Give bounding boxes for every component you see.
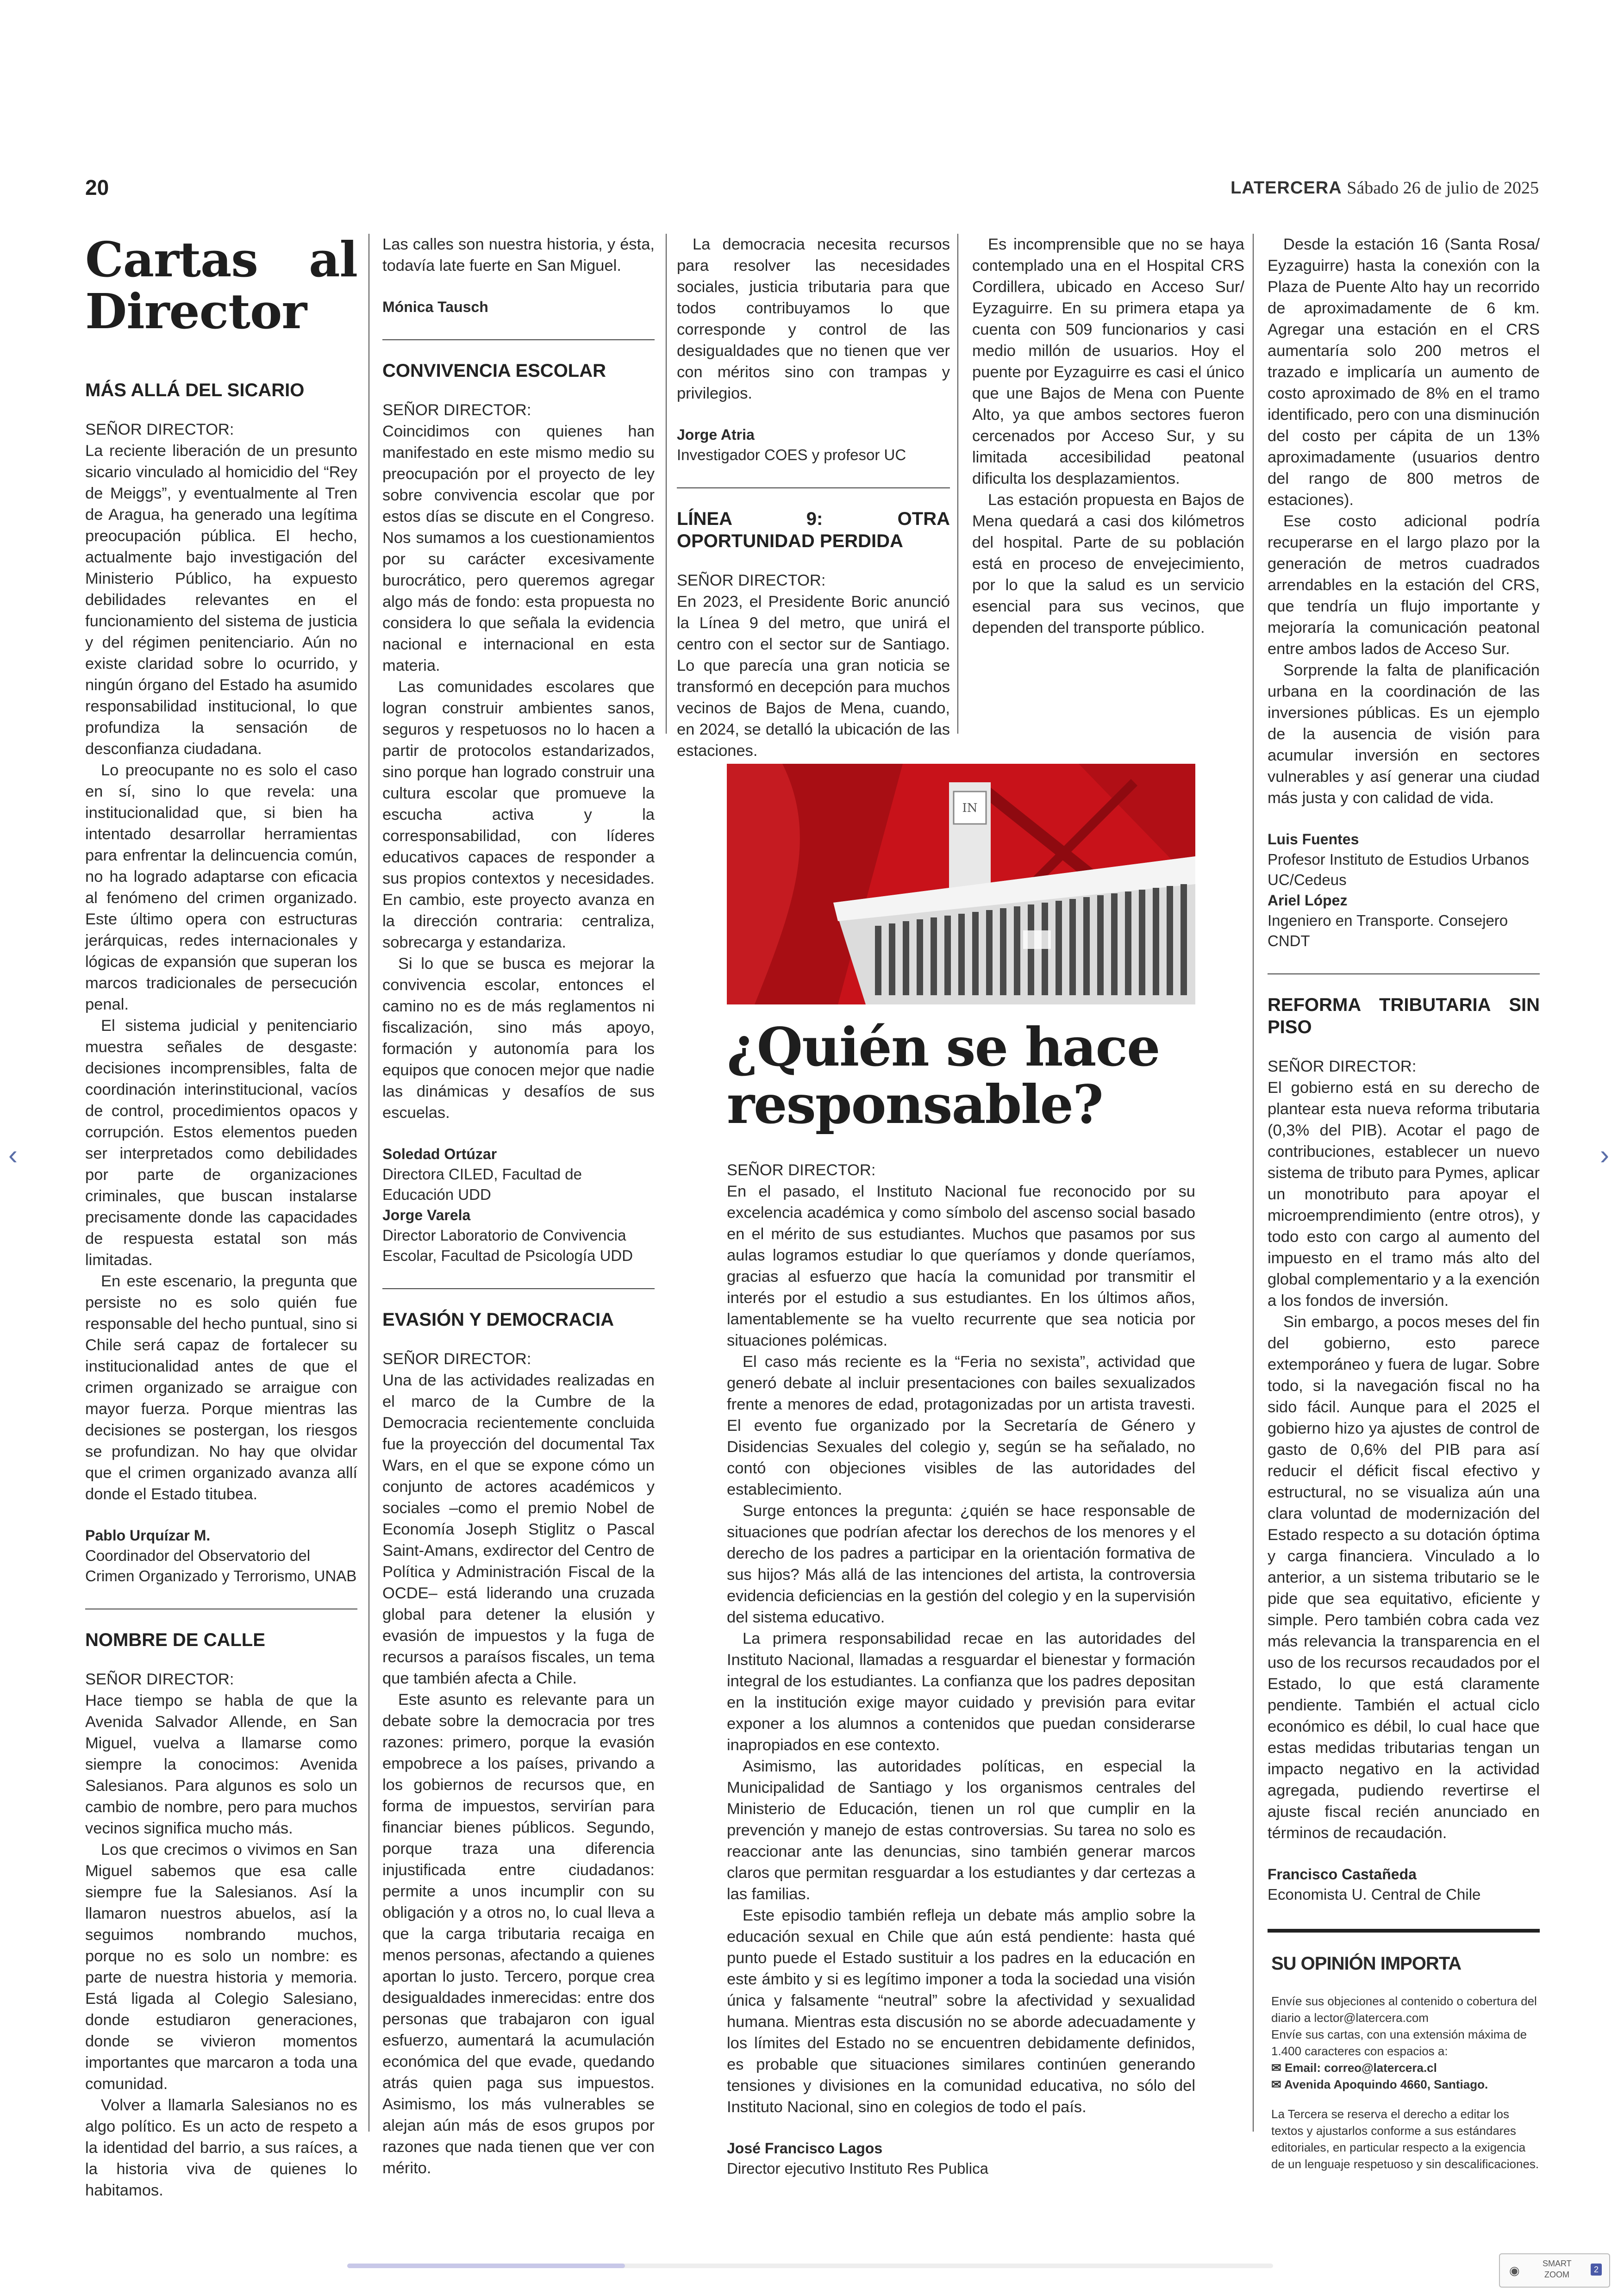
opinion-line: Envíe sus objeciones al contenido o cobertura del diario a lector@latercera.com xyxy=(1271,1994,1537,2025)
svg-text:IN: IN xyxy=(962,801,978,815)
opinion-title: SU OPINIÓN IMPORTA xyxy=(1271,1953,1462,1974)
column-divider xyxy=(957,234,958,734)
column-1 xyxy=(85,231,357,2201)
paragraph: Hace tiempo se habla de que la Avenida Salvador Allende, en San Miguel, vuelva a llamarse como siempre la conocimos: Avenida Salesianos. Para algunos es solo un cambio de nombre, pero para muchos vecinos significa mucho más. xyxy=(85,1692,357,1837)
signer-role: Economista U. Central de Chile xyxy=(1268,1886,1481,1903)
paragraph: Lo preocupante no es solo el caso en sí, sino lo que revela: una institucionalidad que, si bien ha intentado desarrollar herramientas para enfrentar la delincuencia común, no ha logrado adaptarse con eficacia al fenómeno del crimen organizado. Este último opera con estructuras jerárquicas, redes internacionales y lógicas de expansión que superan los marcos tradicionales de persecución penal. xyxy=(85,761,357,1013)
eye-icon: ◉ xyxy=(1509,2264,1520,2277)
paragraph: Las estación propuesta en Bajos de Mena quedará a casi dos kilómetros del hospital. Parte de su población está en proceso de envejecimiento, por lo que la salud es un servicio esencial para sus vecinos, que dependen del transporte público. xyxy=(972,491,1244,636)
masthead xyxy=(1230,178,1539,198)
paragraph: El gobierno está en su derecho de plantear esta nueva reforma tributaria (0,3% del PIB). Acotar el pago de contribuciones, establecer un nuevo sistema de tributo para Pymes, aplicar un monotributo para apoyar el microemprendimiento (entre otros), y todo esto con cargo al aumento del impuesto en el tramo más alto del global complementario y a la exención a los fondos de inversión. xyxy=(1268,1079,1540,1310)
page-number: 20 xyxy=(85,175,109,200)
section-title: Cartas al Director xyxy=(85,231,357,340)
column-4 xyxy=(972,234,1244,638)
feature-body xyxy=(727,1160,1195,2179)
zoom-label: ZOOM xyxy=(1544,2270,1569,2279)
paragraph: En este escenario, la pregunta que persiste no es solo quién fue responsable del hecho puntual, sino si Chile será capaz de fortalecer su institucionalidad antes de que el crimen organizado se arraigue con mayor fuerza. Porque mientras las decisiones se postergan, los riesgos se profundizan. No hay que olvidar que el crimen organizado avanza allí donde el Estado titubea. xyxy=(85,1272,357,1503)
column-3 xyxy=(677,234,950,761)
letter-headline: REFORMA TRIBUTARIA SIN PISO xyxy=(1268,995,1540,1037)
column-5 xyxy=(1268,234,1540,2172)
paragraph: Si lo que se busca es mejorar la convivencia escolar, entonces el camino no es de más reglamentos ni fiscalización, sino más apoyo, formación y autonomía para los equipos que conocen mejor que nadie las dinámicas y desafíos de sus escuelas. xyxy=(382,955,655,1122)
signer-role: Directora CILED, Facultad de Educación UDD xyxy=(382,1166,582,1203)
paragraph: La democracia necesita recursos para resolver las necesidades sociales, justicia tributaria para que todos contribuyamos lo que corresponde y control de las desigualdades que no tienen que ver con méritos sino con trampas y privilegios. xyxy=(677,236,950,402)
letter-headline: NOMBRE DE CALLE xyxy=(85,1630,265,1650)
salutation: SEÑOR DIRECTOR: xyxy=(382,1350,531,1368)
building-illustration xyxy=(727,764,1195,1004)
paragraph: Una de las actividades realizadas en el marco de la Cumbre de la Democracia recientemente concluida fue la proyección del documental Tax Wars, en el que se expone cómo un conjunto de actores académicos y sociales –como el premio Nobel de Economía Joseph Stiglitz o Pascal Saint-Amans, exdirector del Centro de Política y Administración Fiscal de la OCDE– está liderando una cruzada global para detener la elusión y evasión de impuestos y la fuga de recursos a paraísos fiscales, un tema que también afecta a Chile. xyxy=(382,1372,655,1687)
salutation: SEÑOR DIRECTOR: xyxy=(677,572,826,589)
divider xyxy=(382,339,655,340)
signer-name: Mónica Tausch xyxy=(382,299,488,315)
signer-name: José Francisco Lagos xyxy=(727,2140,883,2157)
divider xyxy=(382,1288,655,1289)
signer-name: Jorge Varela xyxy=(382,1207,471,1223)
paragraph: Sorprende la falta de planificación urbana en la coordinación de las inversiones públicas. Es un ejemplo de la ausencia de visión para acumular inversión en sectores vulnerables y así generar una ciudad más justa y con calidad de vida. xyxy=(1268,661,1540,807)
brand-name: LATERCERA xyxy=(1230,178,1342,198)
paragraph: La primera responsabilidad recae en las autoridades del Instituto Nacional, llamadas a resguardar el bienestar y formación integral de los estudiantes. La confianza que los padres depositan en la institución exige mayor cuidado y previsión para evitar exponer a los alumnos a contenidos que puedan considerarse inapropiados en ese contexto. xyxy=(727,1630,1195,1754)
paragraph: Las calles son nuestra historia, y ésta, todavía late fuerte en San Miguel. xyxy=(382,236,655,274)
zoom-label: SMART xyxy=(1543,2259,1572,2268)
opinion-line: Envíe sus cartas, con una extensión máxima de 1.400 caracteres con espacios a: xyxy=(1271,2027,1527,2058)
zoom-badge: 2 xyxy=(1591,2264,1602,2276)
signer-role: Director Laboratorio de Convivencia Escolar, Facultad de Psicología UDD xyxy=(382,1227,633,1264)
feature-title: ¿Quién se hace responsable? xyxy=(727,1016,1160,1135)
salutation: SEÑOR DIRECTOR: xyxy=(85,1671,234,1688)
paragraph: Este episodio también refleja un debate más amplio sobre la educación sexual en Chile que aún está pendiente: hasta qué punto puede el Estado sustituir a los padres en la educación en este ámbito y si es legítimo imponer a toda la sociedad una visión única y falsamente “neutral” sobre la afectividad y sexualidad humana. Mientras esta discusión no se aborde adecuadamente y los límites del Estado no se encuentren debidamente definidos, es probable que situaciones similares continúen generando tensiones y divisiones en la comunidad educativa, no sólo del Instituto Nacional, sino en colegios de todo el país. xyxy=(727,1907,1195,2116)
divider xyxy=(677,487,950,488)
opinion-address: ✉ Avenida Apoquindo 4660, Santiago. xyxy=(1271,2077,1488,2091)
paragraph: Coincidimos con quienes han manifestado en este mismo medio su preocupación por el proyecto de ley sobre convivencia escolar que por estos días se discute en el Congreso. Nos sumamos a los cuestionamientos por su carácter excesivamente burocrático, pero queremos agregar algo más de fondo: esta propuesta no considera lo que señala la evidencia nacional e internacional en esta materia. xyxy=(382,423,655,674)
signer-name: Soledad Ortúzar xyxy=(382,1146,497,1162)
letter-headline: MÁS ALLÁ DEL SICARIO xyxy=(85,380,305,400)
divider xyxy=(1268,1929,1540,1933)
signer-role: Director ejecutivo Instituto Res Publica xyxy=(727,2160,988,2177)
paragraph: Ese costo adicional podría recuperarse en el largo plazo por la generación de metros cuadrados arrendables en la estación del CRS, que tendría un flujo importante y mejoraría la comunicación peatonal entre ambos lados de Acceso Sur. xyxy=(1268,512,1540,658)
salutation: SEÑOR DIRECTOR: xyxy=(382,401,531,419)
address-text: Avenida Apoquindo 4660, Santiago. xyxy=(1284,2077,1488,2091)
signer-name: Pablo Urquízar M. xyxy=(85,1527,211,1544)
signer-name: Luis Fuentes xyxy=(1268,831,1359,848)
paragraph: El caso más reciente es la “Feria no sexista”, actividad que generó debate al incluir presentaciones con bailes sexualizados frente a menores de edad, protagonizadas por un artista travesti. El evento fue organizado por la Secretaría de Género y Disidencias Sexuales del colegio y, según se ha señalado, no contó con objeciones visibles de las autoridades del establecimiento. xyxy=(727,1353,1195,1498)
paragraph: Es incomprensible que no se haya contemplado una en el Hospital CRS Cordillera, ubicado en Acceso Sur/ Eyzaguirre. En su primera etapa ya cuenta con 509 funcionarios y casi medio millón de usuarios. Hoy el puente por Eyzaguirre es casi el único que une Bajos de Mena con Puente Alto, ya que ambos sectores fueron cercenados por Acceso Sur, y su limitada accesibilidad peatonal dificulta los desplazamientos. xyxy=(972,236,1244,487)
smart-zoom-button[interactable] xyxy=(1499,2253,1610,2288)
paragraph: Asimismo, las autoridades políticas, en especial la Municipalidad de Santiago y los organismos centrales del Ministerio de Educación, tienen un rol que cumplir en la prevención y manejo de estas controversias. Su tarea no solo es reaccionar ante las denuncias, sino también generar marcos claros que permitan resguardar a los estudiantes y dar certezas a las familias. xyxy=(727,1758,1195,1903)
letter-headline: CONVIVENCIA ESCOLAR xyxy=(382,361,606,381)
letter-headline: EVASIÓN Y DEMOCRACIA xyxy=(382,1310,614,1330)
next-page-button[interactable]: › xyxy=(1600,1139,1609,1170)
salutation: SEÑOR DIRECTOR: xyxy=(1268,1058,1417,1075)
signer-role: Coordinador del Observatorio del Crimen Organizado y Terrorismo, UNAB xyxy=(85,1547,357,1584)
signer-name: Ariel López xyxy=(1268,892,1348,909)
prev-page-button[interactable]: ‹ xyxy=(8,1139,18,1170)
feature-photo xyxy=(727,764,1195,1004)
salutation: SEÑOR DIRECTOR: xyxy=(727,1161,876,1179)
paragraph: La reciente liberación de un presunto sicario vinculado al homicidio del “Rey de Meiggs”, y eventualmente al Tren de Aragua, ha generado una legítima preocupación pública. El hecho, actualmente bajo investigación del Ministerio Público, ha expuesto debilidades relevantes en el funcionamiento del sistema de justicia y del régimen penitenciario. Aún no existe claridad sobre lo ocurrido, y ningún órgano del Estado ha asumido responsabilidad institucional, lo que profundiza la sensación de desconfianza ciudadana. xyxy=(85,442,357,758)
paragraph: Las comunidades escolares que logran construir ambientes sanos, seguros y respetuosos no lo hacen a partir de protocolos estandarizados, sino porque han logrado construir una cultura escolar que promueve la escucha activa y la corresponsabilidad, con líderes educativos capaces de responder a sus propios contextos y necesidades. En cambio, este proyecto avanza en la dirección contraria: centraliza, sobrecarga y estandariza. xyxy=(382,678,655,951)
page-scroll-thumb[interactable] xyxy=(347,2264,625,2268)
issue-date: Sábado 26 de julio de 2025 xyxy=(1347,178,1539,198)
paragraph: El sistema judicial y penitenciario muestra señales de desgaste: decisiones incomprensibles, falta de coordinación interinstitucional, vacíos de control, procedimientos opacos y corrupción. Estos elementos pueden ser interpretados como debilidades por parte de organizaciones criminales, que buscan instalarse precisamente donde las capacidades de respuesta estatal son más limitadas. xyxy=(85,1017,357,1269)
signer-role: Profesor Instituto de Estudios Urbanos UC/Cedeus xyxy=(1268,851,1529,888)
column-divider xyxy=(666,234,667,734)
opinion-email: ✉ Email: correo@latercera.cl xyxy=(1271,2061,1437,2075)
signer-role: Investigador COES y profesor UC xyxy=(677,446,906,463)
salutation: SEÑOR DIRECTOR: xyxy=(85,421,234,438)
opinion-disclaimer: La Tercera se reserva el derecho a editar los textos y ajustarlos conforme a sus estándares editoriales, en particular respecto a la exigencia de un lenguaje respetuoso y sin descalificaciones. xyxy=(1271,2107,1539,2171)
column-2 xyxy=(382,234,655,2179)
paragraph: Sin embargo, a pocos meses del fin del gobierno, esto parece extemporáneo y fuera de lugar. Sobre todo, si la navegación fiscal no ha sido fácil. Aunque para el 2025 el gobierno hizo ya ajustes de control de gasto de 0,6% del PIB para así reducir el déficit fiscal efectivo y estructural, no se visualiza aún una clara voluntad de modernización del Estado respecto a su dotación óptima y carga financiera. Vinculado a lo anterior, a un sistema tributario se le pide que sea equitativo, eficiente y simple. Pero también cobra cada vez más relevancia la transparencia en el uso de los recursos recaudados por el Estado, lo que está claramente pendiente. También el actual ciclo económico es débil, lo cual hace que estas medidas tributarias tengan un impacto negativo en la actividad agregada, pudiendo revertirse el ajuste fiscal recién anunciado en términos de recaudación. xyxy=(1268,1313,1540,1842)
divider xyxy=(1268,973,1540,974)
paragraph: En el pasado, el Instituto Nacional fue reconocido por su excelencia académica y como símbolo del ascenso social basado en el mérito de sus estudiantes. Muchos que pasamos por sus aulas logramos estudiar lo que queríamos y donde queríamos, gracias al esfuerzo que hacía la comunidad por transmitir el interés por el estudio a sus estudiantes. En los últimos años, lamentablemente se ha vuelto recurrente que sea noticia por situaciones polémicas. xyxy=(727,1183,1195,1349)
signer-role: Ingeniero en Transporte. Consejero CNDT xyxy=(1268,912,1508,949)
paragraph: En 2023, el Presidente Boric anunció la Línea 9 del metro, que unirá el centro con el sector sur de Santiago. Lo que parecía una gran noticia se transformó en decepción para muchos vecinos de Bajos de Mena, cuando, en 2024, se detalló la ubicación de las estaciones. xyxy=(677,593,950,760)
paragraph: Volver a llamarla Salesianos no es algo político. Es un acto de respeto a la identidad del barrio, a sus raíces, a la historia viva de quienes lo habitamos. xyxy=(85,2096,357,2199)
paragraph: Los que crecimos o vivimos en San Miguel sabemos que esa calle siempre fue la Salesianos. Así la llamaron nuestros abuelos, así la seguimos nombrando muchos, porque no es solo un nombre: es parte de nuestra historia y memoria. Está ligada al Colegio Salesiano, donde estudiaron generaciones, donde se vivieron momentos importantes que marcaron a toda una comunidad. xyxy=(85,1841,357,2093)
column-divider xyxy=(1253,234,1254,2132)
paragraph: Desde la estación 16 (Santa Rosa/ Eyzaguirre) hasta la conexión con la Plaza de Puente Alto hay un recorrido de aproximadamente de 6 km. Agregar una estación en el CRS aumentaría solo 200 metros el trazado e implicaría un aumento de costo aproximado de 8% en el tramo identificado, pero con una disminución del costo per cápita de un 13% aproximadamente (usuarios dentro del rango de 800 metros de estaciones). xyxy=(1268,236,1540,509)
signer-name: Francisco Castañeda xyxy=(1268,1866,1417,1883)
paragraph: Surge entonces la pregunta: ¿quién se hace responsable de situaciones que podrían afectar los derechos de los menores y el derecho de los padres a participar en la orientación formativa de sus hijos? Más allá de las intenciones del artista, la controversia evidencia deficiencias en la gestión del colegio y en la supervisión del sistema educativo. xyxy=(727,1502,1195,1626)
signer-name: Jorge Atria xyxy=(677,426,755,443)
paragraph: Este asunto es relevante para un debate sobre la democracia por tres razones: primero, porque la evasión empobrece a los países, privando a los gobiernos de recursos que, en forma de impuestos, servirían para financiar bienes públicos. Segundo, porque traza una diferencia injustificada entre ciudadanos: permite a unos incumplir con su obligación y a otros no, lo cual lleva a que la carga tributaria recaiga en menos personas, afectando a quienes aportan lo justo. Tercero, porque crea desigualdades inmerecidas: entre dos personas que trabajaron con igual esfuerzo, aumentará la acumulación económica del que evade, quedando atrás quien paga sus impuestos. Asimismo, los más vulnerables se alejan aún más de esos grupos por razones que nada tienen que ver con mérito. xyxy=(382,1691,655,2177)
letter-headline: LÍNEA 9: OTRA OPORTUNIDAD PERDIDA xyxy=(677,509,950,551)
email-text: Email: correo@latercera.cl xyxy=(1285,2061,1437,2075)
